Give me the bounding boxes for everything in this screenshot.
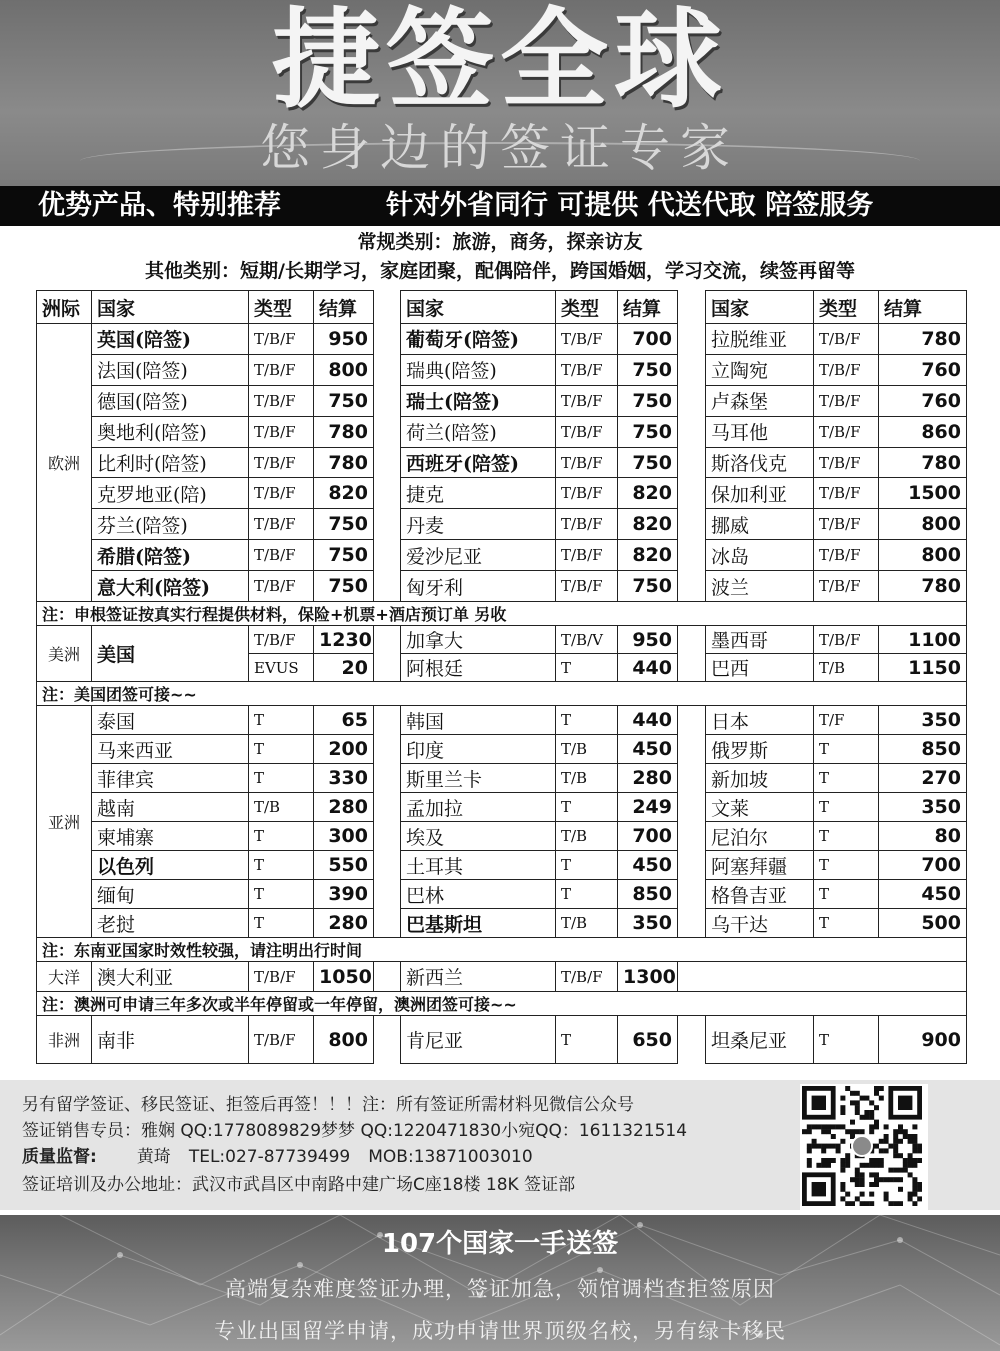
country-name: 柬埔寨 bbox=[92, 822, 249, 851]
column-gap bbox=[678, 509, 706, 540]
visa-price: 280 bbox=[314, 909, 374, 938]
visa-type: T/B/F bbox=[249, 354, 314, 385]
column-gap bbox=[374, 540, 401, 571]
column-gap bbox=[374, 793, 401, 822]
country-name: 日本 bbox=[706, 706, 814, 735]
country-name: 孟加拉 bbox=[401, 793, 556, 822]
visa-price: 1500 bbox=[879, 478, 967, 509]
column-gap bbox=[678, 654, 706, 682]
table-row bbox=[37, 571, 967, 602]
table-note-row bbox=[37, 682, 967, 706]
visa-price: 500 bbox=[879, 909, 967, 938]
column-gap bbox=[374, 909, 401, 938]
country-name: 泰国 bbox=[92, 706, 249, 735]
country-name: 菲律宾 bbox=[92, 764, 249, 793]
country-name: 保加利亚 bbox=[706, 478, 814, 509]
country-name: 瑞士(陪签) bbox=[401, 385, 556, 416]
table-row bbox=[37, 324, 967, 355]
visa-price: 650 bbox=[618, 1016, 678, 1064]
country-name: 奥地利(陪签) bbox=[92, 416, 249, 447]
country-name: 巴基斯坦 bbox=[401, 909, 556, 938]
column-gap bbox=[374, 509, 401, 540]
column-gap bbox=[374, 291, 401, 324]
visa-type: T bbox=[556, 654, 618, 682]
header-price: 结算 bbox=[618, 291, 678, 324]
visa-type: T/B/F bbox=[249, 509, 314, 540]
visa-type: T bbox=[556, 706, 618, 735]
visa-price: 750 bbox=[618, 354, 678, 385]
country-name: 加拿大 bbox=[401, 626, 556, 654]
contact-line-qc bbox=[22, 1142, 533, 1167]
country-name: 坦桑尼亚 bbox=[706, 1016, 814, 1064]
visa-price: 270 bbox=[879, 764, 967, 793]
visa-type: T bbox=[814, 1016, 879, 1064]
column-gap bbox=[678, 385, 706, 416]
country-name: 斯里兰卡 bbox=[401, 764, 556, 793]
visa-type: T bbox=[249, 706, 314, 735]
visa-price: 950 bbox=[314, 324, 374, 355]
visa-price: 700 bbox=[618, 822, 678, 851]
visa-price: 450 bbox=[879, 880, 967, 909]
table-note-row bbox=[37, 938, 967, 962]
table-row bbox=[37, 1016, 967, 1064]
visa-price: 800 bbox=[314, 1016, 374, 1064]
column-gap bbox=[374, 324, 401, 355]
visa-price: 1230 bbox=[314, 626, 374, 654]
visa-type: T/B/F bbox=[814, 416, 879, 447]
country-name: 以色列 bbox=[92, 851, 249, 880]
visa-type: T/B/F bbox=[814, 354, 879, 385]
country-name: 马耳他 bbox=[706, 416, 814, 447]
visa-type: T/B/F bbox=[249, 540, 314, 571]
visa-type: T/B/F bbox=[249, 571, 314, 602]
country-name: 比利时(陪签) bbox=[92, 447, 249, 478]
visa-type: T/B/V bbox=[556, 626, 618, 654]
column-gap bbox=[374, 851, 401, 880]
continent-asia: 亚洲 bbox=[37, 706, 92, 938]
visa-type: T/B/F bbox=[556, 962, 618, 992]
visa-price: 760 bbox=[879, 385, 967, 416]
asia-note: 注：东南亚国家时效性较强，请注明出行时间 bbox=[37, 938, 967, 962]
country-name: 澳大利亚 bbox=[92, 962, 249, 992]
visa-price: 820 bbox=[618, 540, 678, 571]
visa-type: T/B/F bbox=[556, 416, 618, 447]
visa-type: T/B/F bbox=[814, 324, 879, 355]
banner-right: 针对外省同行 可提供 代送代取 陪签服务 bbox=[386, 190, 874, 221]
promo-banner bbox=[0, 186, 1000, 226]
country-name: 德国(陪签) bbox=[92, 385, 249, 416]
qc-label: 质量监督: bbox=[22, 1147, 97, 1167]
visa-price: 450 bbox=[618, 735, 678, 764]
country-name: 老挝 bbox=[92, 909, 249, 938]
country-name: 斯洛伐克 bbox=[706, 447, 814, 478]
visa-type: T/B/F bbox=[556, 509, 618, 540]
visa-type: T/B/F bbox=[556, 540, 618, 571]
table-row bbox=[37, 354, 967, 385]
country-name: 文莱 bbox=[706, 793, 814, 822]
visa-type: T bbox=[814, 851, 879, 880]
qr-code-graphic bbox=[802, 1086, 922, 1206]
visa-price: 200 bbox=[314, 735, 374, 764]
visa-price: 1100 bbox=[879, 626, 967, 654]
country-name: 新加坡 bbox=[706, 764, 814, 793]
visa-price: 1150 bbox=[879, 654, 967, 682]
table-note-row bbox=[37, 992, 967, 1016]
column-gap bbox=[678, 291, 706, 324]
table-row bbox=[37, 735, 967, 764]
table-row bbox=[37, 909, 967, 938]
header-country: 国家 bbox=[706, 291, 814, 324]
column-gap bbox=[678, 354, 706, 385]
visa-type: T bbox=[249, 909, 314, 938]
visa-type: T bbox=[556, 880, 618, 909]
visa-type: T bbox=[814, 793, 879, 822]
country-name: 埃及 bbox=[401, 822, 556, 851]
other-categories: 其他类别：短期/长期学习，家庭团聚，配偶陪伴，跨国婚姻，学习交流，续签再留等 bbox=[145, 260, 855, 282]
country-name: 立陶宛 bbox=[706, 354, 814, 385]
country-name: 越南 bbox=[92, 793, 249, 822]
country-name: 希腊(陪签) bbox=[92, 540, 249, 571]
visa-price: 700 bbox=[618, 324, 678, 355]
column-gap bbox=[678, 540, 706, 571]
continent-europe: 欧洲 bbox=[37, 324, 92, 602]
header-price: 结算 bbox=[314, 291, 374, 324]
column-gap bbox=[678, 822, 706, 851]
visa-type: T/B/F bbox=[814, 447, 879, 478]
visa-price: 800 bbox=[879, 540, 967, 571]
column-gap bbox=[374, 385, 401, 416]
country-name: 巴林 bbox=[401, 880, 556, 909]
country-name: 冰岛 bbox=[706, 540, 814, 571]
visa-type: T/B/F bbox=[249, 478, 314, 509]
country-name: 土耳其 bbox=[401, 851, 556, 880]
continent-oceania: 大洋 bbox=[37, 962, 92, 992]
header bbox=[0, 0, 1000, 186]
country-name: 乌干达 bbox=[706, 909, 814, 938]
visa-price: 350 bbox=[879, 793, 967, 822]
visa-price: 20 bbox=[314, 654, 374, 682]
sales-contacts: 雅娴 QQ:1778089829梦梦 QQ:1220471830小宛QQ：1611321514 bbox=[141, 1121, 688, 1141]
sales-label: 签证销售专员： bbox=[22, 1121, 141, 1141]
footer bbox=[0, 1215, 1000, 1351]
country-name: 阿塞拜疆 bbox=[706, 851, 814, 880]
visa-price: 350 bbox=[618, 909, 678, 938]
country-name: 芬兰(陪签) bbox=[92, 509, 249, 540]
visa-type: T/B/F bbox=[249, 626, 314, 654]
visa-price: 800 bbox=[314, 354, 374, 385]
visa-type: T/B bbox=[556, 735, 618, 764]
visa-type: T bbox=[556, 793, 618, 822]
table-row bbox=[37, 764, 967, 793]
visa-type: T/B/F bbox=[556, 478, 618, 509]
visa-type: T/B/F bbox=[814, 385, 879, 416]
country-name: 俄罗斯 bbox=[706, 735, 814, 764]
visa-type: T/B/F bbox=[556, 447, 618, 478]
column-gap bbox=[374, 654, 401, 682]
table-row bbox=[37, 626, 967, 654]
country-name: 马来西亚 bbox=[92, 735, 249, 764]
header-price: 结算 bbox=[879, 291, 967, 324]
column-gap bbox=[374, 706, 401, 735]
country-name: 新西兰 bbox=[401, 962, 556, 992]
visa-price: 780 bbox=[879, 324, 967, 355]
country-name: 缅甸 bbox=[92, 880, 249, 909]
visa-price: 820 bbox=[618, 509, 678, 540]
column-gap bbox=[678, 909, 706, 938]
header-country: 国家 bbox=[92, 291, 249, 324]
country-name: 瑞典(陪签) bbox=[401, 354, 556, 385]
table-row bbox=[37, 822, 967, 851]
visa-price: 440 bbox=[618, 654, 678, 682]
visa-type: T/B/F bbox=[556, 354, 618, 385]
country-name: 葡萄牙(陪签) bbox=[401, 324, 556, 355]
visa-price: 750 bbox=[618, 416, 678, 447]
visa-price: 80 bbox=[879, 822, 967, 851]
visa-price: 860 bbox=[879, 416, 967, 447]
visa-type: T bbox=[556, 851, 618, 880]
page-title: 捷签全球 bbox=[271, 0, 728, 123]
table-row bbox=[37, 706, 967, 735]
footer-headline: 107个国家一手送签 bbox=[381, 1229, 619, 1259]
visa-type: T/B/F bbox=[249, 447, 314, 478]
column-gap bbox=[374, 478, 401, 509]
country-name: 爱沙尼亚 bbox=[401, 540, 556, 571]
column-gap bbox=[678, 416, 706, 447]
header-continent: 洲际 bbox=[37, 291, 92, 324]
visa-type: T bbox=[249, 822, 314, 851]
contact-line-sales bbox=[22, 1116, 687, 1141]
visa-type: T bbox=[814, 909, 879, 938]
visa-price: 350 bbox=[879, 706, 967, 735]
contact-line-extra-services: 另有留学签证、移民签证、拒签后再签！！！注：所有签证所需材料见微信公众号 bbox=[22, 1095, 634, 1115]
visa-price: 1300 bbox=[618, 962, 678, 992]
visa-type: T/B/F bbox=[556, 385, 618, 416]
visa-type: T bbox=[814, 822, 879, 851]
visa-price: 440 bbox=[618, 706, 678, 735]
column-gap bbox=[374, 571, 401, 602]
qc-name: 黄琦 bbox=[136, 1147, 171, 1167]
column-gap bbox=[678, 324, 706, 355]
visa-type: T/B/F bbox=[249, 385, 314, 416]
column-gap bbox=[374, 822, 401, 851]
country-name: 挪威 bbox=[706, 509, 814, 540]
visa-price: 750 bbox=[618, 385, 678, 416]
visa-price: 450 bbox=[618, 851, 678, 880]
country-name: 意大利(陪签) bbox=[92, 571, 249, 602]
visa-price: 750 bbox=[618, 447, 678, 478]
visa-type: T/B/F bbox=[814, 478, 879, 509]
banner-left: 优势产品、特别推荐 bbox=[38, 190, 281, 221]
visa-price: 700 bbox=[879, 851, 967, 880]
visa-price: 780 bbox=[314, 416, 374, 447]
column-gap bbox=[678, 1016, 706, 1064]
visa-price: 760 bbox=[879, 354, 967, 385]
column-gap bbox=[678, 571, 706, 602]
continent-africa: 非洲 bbox=[37, 1016, 92, 1064]
visa-price: 900 bbox=[879, 1016, 967, 1064]
column-gap bbox=[678, 880, 706, 909]
visa-price: 750 bbox=[618, 571, 678, 602]
visa-price: 950 bbox=[618, 626, 678, 654]
column-gap bbox=[678, 706, 706, 735]
header-type: 类型 bbox=[814, 291, 879, 324]
country-name: 南非 bbox=[92, 1016, 249, 1064]
header-country: 国家 bbox=[401, 291, 556, 324]
column-gap bbox=[678, 478, 706, 509]
visa-price: 750 bbox=[314, 571, 374, 602]
visa-type: T/B/F bbox=[556, 324, 618, 355]
visa-price-table bbox=[36, 290, 966, 1066]
country-name: 英国(陪签) bbox=[92, 324, 249, 355]
regular-categories: 常规类别：旅游，商务，探亲访友 bbox=[357, 231, 643, 253]
column-gap bbox=[374, 447, 401, 478]
visa-type: T/B/F bbox=[249, 416, 314, 447]
visa-price: 280 bbox=[314, 793, 374, 822]
visa-price: 750 bbox=[314, 540, 374, 571]
column-gap bbox=[374, 764, 401, 793]
americas-note: 注：美国团签可接~~ bbox=[37, 682, 967, 706]
country-name: 法国(陪签) bbox=[92, 354, 249, 385]
visa-type: T/B/F bbox=[814, 571, 879, 602]
visa-type: T/B bbox=[556, 764, 618, 793]
visa-type: T/B bbox=[814, 654, 879, 682]
visa-type: T/B bbox=[556, 822, 618, 851]
footer-line-study: 专业出国留学申请，成功申请世界顶级名校，另有绿卡移民 bbox=[214, 1319, 786, 1343]
country-name: 拉脱维亚 bbox=[706, 324, 814, 355]
column-gap bbox=[374, 880, 401, 909]
column-gap bbox=[374, 354, 401, 385]
table-row bbox=[37, 880, 967, 909]
table-row bbox=[37, 385, 967, 416]
visa-type: T bbox=[556, 1016, 618, 1064]
column-gap bbox=[374, 1016, 401, 1064]
visa-price: 1050 bbox=[314, 962, 374, 992]
visa-price: 780 bbox=[879, 571, 967, 602]
continent-americas: 美洲 bbox=[37, 626, 92, 682]
country-name: 捷克 bbox=[401, 478, 556, 509]
table-row bbox=[37, 447, 967, 478]
country-name: 荷兰(陪签) bbox=[401, 416, 556, 447]
table-row bbox=[37, 962, 967, 992]
country-name: 丹麦 bbox=[401, 509, 556, 540]
country-name: 韩国 bbox=[401, 706, 556, 735]
visa-price: 300 bbox=[314, 822, 374, 851]
visa-type: T/B bbox=[249, 793, 314, 822]
visa-type: T bbox=[814, 735, 879, 764]
visa-price: 65 bbox=[314, 706, 374, 735]
country-name: 墨西哥 bbox=[706, 626, 814, 654]
visa-price: 850 bbox=[618, 880, 678, 909]
country-name: 印度 bbox=[401, 735, 556, 764]
column-gap bbox=[374, 735, 401, 764]
visa-type: T/B/F bbox=[814, 540, 879, 571]
column-gap bbox=[374, 626, 401, 654]
column-gap bbox=[678, 447, 706, 478]
country-name: 美国 bbox=[92, 626, 249, 682]
visa-price: 820 bbox=[314, 478, 374, 509]
visa-type: T/B/F bbox=[814, 626, 879, 654]
visa-type: T/B bbox=[556, 909, 618, 938]
visa-price: 390 bbox=[314, 880, 374, 909]
column-gap bbox=[374, 962, 401, 992]
visa-type: T/F bbox=[814, 706, 879, 735]
visa-type: T/B/F bbox=[249, 324, 314, 355]
country-name: 肯尼亚 bbox=[401, 1016, 556, 1064]
contact-line-address: 签证培训及办公地址：武汉市武昌区中南路中建广场C座18楼 18K 签证部 bbox=[22, 1175, 576, 1195]
header-type: 类型 bbox=[249, 291, 314, 324]
qc-mob: MOB:13871003010 bbox=[368, 1147, 533, 1167]
visa-type: T/B/F bbox=[814, 509, 879, 540]
visa-price: 800 bbox=[879, 509, 967, 540]
footer-line-services: 高端复杂难度签证办理，签证加急，领馆调档查拒签原因 bbox=[225, 1277, 775, 1301]
column-gap bbox=[678, 626, 706, 654]
column-gap bbox=[678, 793, 706, 822]
visa-price: 850 bbox=[879, 735, 967, 764]
visa-type: T bbox=[814, 880, 879, 909]
oceania-note: 注：澳洲可申请三年多次或半年停留或一年停留，澳洲团签可接~~ bbox=[37, 992, 967, 1016]
visa-price: 550 bbox=[314, 851, 374, 880]
page-subtitle: 您身边的签证专家 bbox=[260, 119, 740, 177]
country-name: 波兰 bbox=[706, 571, 814, 602]
visa-price: 280 bbox=[618, 764, 678, 793]
europe-note: 注：申根签证按真实行程提供材料，保险+机票+酒店预订单 另收 bbox=[37, 602, 967, 626]
column-gap bbox=[374, 416, 401, 447]
country-name: 克罗地亚(陪) bbox=[92, 478, 249, 509]
visa-type: T/B/F bbox=[556, 571, 618, 602]
visa-price: 330 bbox=[314, 764, 374, 793]
table-header-row bbox=[37, 291, 967, 324]
country-name: 卢森堡 bbox=[706, 385, 814, 416]
table-row bbox=[37, 509, 967, 540]
visa-price: 750 bbox=[314, 509, 374, 540]
country-name: 西班牙(陪签) bbox=[401, 447, 556, 478]
visa-price: 820 bbox=[618, 478, 678, 509]
table-row bbox=[37, 540, 967, 571]
table-note-row bbox=[37, 602, 967, 626]
visa-type: T bbox=[249, 851, 314, 880]
qc-tel: TEL:027-87739499 bbox=[188, 1147, 351, 1167]
visa-type: T bbox=[249, 880, 314, 909]
column-gap bbox=[678, 764, 706, 793]
country-name: 格鲁吉亚 bbox=[706, 880, 814, 909]
visa-type: EVUS bbox=[249, 654, 314, 682]
table-row bbox=[37, 478, 967, 509]
table-row bbox=[37, 851, 967, 880]
country-name: 巴西 bbox=[706, 654, 814, 682]
visa-price: 249 bbox=[618, 793, 678, 822]
table-row bbox=[37, 416, 967, 447]
country-name: 阿根廷 bbox=[401, 654, 556, 682]
visa-type: T bbox=[249, 764, 314, 793]
visa-type: T/B/F bbox=[249, 1016, 314, 1064]
wechat-qr-code[interactable] bbox=[800, 1084, 928, 1212]
visa-type: T bbox=[249, 735, 314, 764]
visa-type: T bbox=[814, 764, 879, 793]
country-name: 尼泊尔 bbox=[706, 822, 814, 851]
column-gap bbox=[678, 851, 706, 880]
visa-price: 780 bbox=[879, 447, 967, 478]
empty-cell bbox=[678, 962, 967, 992]
visa-type: T/B/F bbox=[249, 962, 314, 992]
visa-price: 780 bbox=[314, 447, 374, 478]
table-row bbox=[37, 793, 967, 822]
column-gap bbox=[678, 735, 706, 764]
country-name: 匈牙利 bbox=[401, 571, 556, 602]
header-type: 类型 bbox=[556, 291, 618, 324]
visa-price: 750 bbox=[314, 385, 374, 416]
